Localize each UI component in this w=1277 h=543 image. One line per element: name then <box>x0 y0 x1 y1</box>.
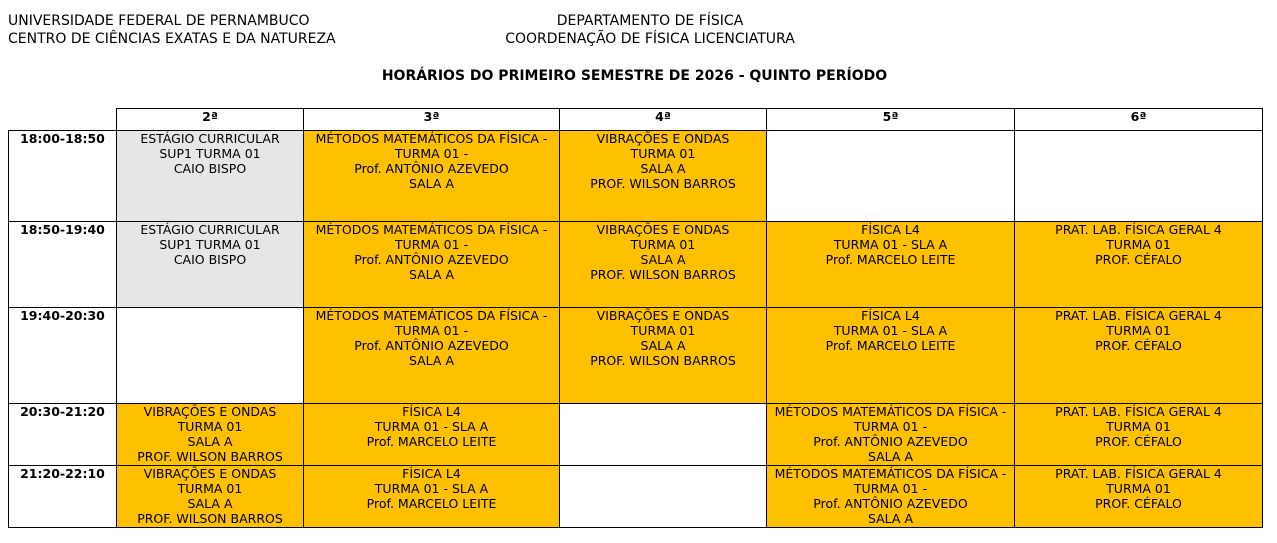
class-cell <box>1015 404 1263 466</box>
class-cell-line: SALA A <box>408 267 455 282</box>
class-cell <box>304 466 560 528</box>
class-cell-line: SUP1 TURMA 01 <box>159 146 261 161</box>
class-cell-line: TURMA 01 - SLA A <box>374 419 489 434</box>
class-cell-line: TURMA 01 - <box>394 323 469 338</box>
class-cell-line: Prof. MARCELO LEITE <box>825 338 956 353</box>
day-header: 6ª <box>1015 109 1263 131</box>
class-cell-line: TURMA 01 <box>1106 237 1171 252</box>
class-cell-line: VIBRAÇÕES E ONDAS <box>143 466 277 481</box>
class-cell <box>560 308 767 404</box>
day-header: 4ª <box>560 109 767 131</box>
class-cell-line: PROF. WILSON BARROS <box>590 353 736 368</box>
class-cell-line: TURMA 01 - <box>394 237 469 252</box>
class-cell-line: CAIO BISPO <box>173 252 247 267</box>
class-cell <box>117 404 304 466</box>
class-cell <box>1015 308 1263 404</box>
time-slot-label: 19:40-20:30 <box>9 308 117 404</box>
empty-cell <box>560 466 767 528</box>
class-cell-line: FÍSICA L4 <box>402 404 461 419</box>
class-cell-line: TURMA 01 - <box>853 419 928 434</box>
class-cell <box>767 466 1015 528</box>
class-cell-line: PROF. CÉFALO <box>1095 434 1182 449</box>
class-cell-line: PROF. WILSON BARROS <box>590 176 736 191</box>
class-cell-line: VIBRAÇÕES E ONDAS <box>143 404 277 419</box>
class-cell-line: TURMA 01 <box>630 146 696 161</box>
class-cell-line: Prof. MARCELO LEITE <box>825 252 956 267</box>
class-cell-line: FÍSICA L4 <box>861 222 920 237</box>
class-cell-line: TURMA 01 - SLA A <box>833 323 948 338</box>
class-cell <box>560 131 767 222</box>
class-cell-line: PRAT. LAB. FÍSICA GERAL 4 <box>1055 222 1222 237</box>
schedule-row <box>9 131 1263 222</box>
class-cell <box>1015 222 1263 308</box>
center-name: CENTRO DE CIÊNCIAS EXATAS E DA NATUREZA <box>8 31 336 47</box>
class-cell-line: SALA A <box>867 511 914 526</box>
class-cell-line: SALA A <box>187 496 233 511</box>
class-cell-line: Prof. ANTÔNIO AZEVEDO <box>354 338 509 353</box>
time-slot-label: 18:50-19:40 <box>9 222 117 308</box>
class-cell <box>767 404 1015 466</box>
empty-cell <box>767 131 1015 222</box>
class-cell-line: SALA A <box>187 434 233 449</box>
class-cell-line: SALA A <box>408 353 455 368</box>
class-cell-line: MÉTODOS MATEMÁTICOS DA FÍSICA - <box>315 308 548 323</box>
schedule-row <box>9 222 1263 308</box>
time-slot-label: 18:00-18:50 <box>9 131 117 222</box>
class-cell <box>304 308 560 404</box>
class-cell-line: TURMA 01 - <box>853 481 928 496</box>
day-header: 2ª <box>117 109 304 131</box>
class-cell-line: TURMA 01 <box>1106 419 1171 434</box>
class-cell-line: PROF. WILSON BARROS <box>590 267 736 282</box>
class-cell-line: Prof. MARCELO LEITE <box>366 496 497 511</box>
class-cell-line: MÉTODOS MATEMÁTICOS DA FÍSICA - <box>315 131 548 146</box>
coordination-name: COORDENAÇÃO DE FÍSICA LICENCIATURA <box>505 31 795 47</box>
day-header-row <box>9 109 1263 131</box>
empty-cell <box>117 308 304 404</box>
class-cell-line: PRAT. LAB. FÍSICA GERAL 4 <box>1055 404 1222 419</box>
class-cell <box>1015 466 1263 528</box>
class-cell-line: PROF. WILSON BARROS <box>137 449 283 464</box>
class-cell-line: VIBRAÇÕES E ONDAS <box>596 222 730 237</box>
day-header: 3ª <box>304 109 560 131</box>
class-cell-line: SALA A <box>867 449 914 464</box>
class-cell-line: MÉTODOS MATEMÁTICOS DA FÍSICA - <box>315 222 548 237</box>
class-cell-line: FÍSICA L4 <box>402 466 461 481</box>
class-cell <box>767 308 1015 404</box>
department-name: DEPARTAMENTO DE FÍSICA <box>556 13 744 29</box>
class-cell <box>304 404 560 466</box>
institution-header <box>8 12 336 48</box>
class-cell-line: MÉTODOS MATEMÁTICOS DA FÍSICA - <box>774 404 1007 419</box>
class-cell-line: MÉTODOS MATEMÁTICOS DA FÍSICA - <box>774 466 1007 481</box>
class-cell-line: TURMA 01 <box>177 481 243 496</box>
class-cell-line: TURMA 01 - SLA A <box>833 237 948 252</box>
class-cell-line: CAIO BISPO <box>173 161 247 176</box>
schedule-row <box>9 466 1263 528</box>
day-header: 5ª <box>767 109 1015 131</box>
class-cell-line: PROF. CÉFALO <box>1095 252 1182 267</box>
class-cell-line: SALA A <box>640 161 686 176</box>
class-cell-line: Prof. ANTÔNIO AZEVEDO <box>813 434 968 449</box>
class-cell-line: SALA A <box>640 338 686 353</box>
page-title: HORÁRIOS DO PRIMEIRO SEMESTRE DE 2026 - QUINTO PERÍODO <box>381 68 888 84</box>
class-cell-line: TURMA 01 <box>630 323 696 338</box>
university-name: UNIVERSIDADE FEDERAL DE PERNAMBUCO <box>8 13 310 29</box>
class-cell-line: VIBRAÇÕES E ONDAS <box>596 131 730 146</box>
class-cell-line: SUP1 TURMA 01 <box>159 237 261 252</box>
class-cell-line: SALA A <box>640 252 686 267</box>
class-cell-line: Prof. ANTÔNIO AZEVEDO <box>813 496 968 511</box>
empty-cell <box>560 404 767 466</box>
time-slot-label: 20:30-21:20 <box>9 404 117 466</box>
class-cell-line: TURMA 01 <box>1106 481 1171 496</box>
class-cell-line: TURMA 01 - <box>394 146 469 161</box>
class-cell <box>304 222 560 308</box>
class-cell-line: PROF. CÉFALO <box>1095 338 1182 353</box>
class-cell <box>767 222 1015 308</box>
class-cell-line: Prof. MARCELO LEITE <box>366 434 497 449</box>
class-cell-line: FÍSICA L4 <box>861 308 920 323</box>
class-cell-line: PROF. WILSON BARROS <box>137 511 283 526</box>
class-cell-line: Prof. ANTÔNIO AZEVEDO <box>354 252 509 267</box>
header-corner <box>9 109 117 131</box>
class-cell-line: Prof. ANTÔNIO AZEVEDO <box>354 161 509 176</box>
class-cell-line: SALA A <box>408 176 455 191</box>
class-cell <box>304 131 560 222</box>
class-cell-line: VIBRAÇÕES E ONDAS <box>596 308 730 323</box>
time-slot-label: 21:20-22:10 <box>9 466 117 528</box>
class-cell <box>560 222 767 308</box>
schedule-table <box>8 108 1263 528</box>
class-cell-line: TURMA 01 <box>630 237 696 252</box>
empty-cell <box>1015 131 1263 222</box>
class-cell-line: ESTÁGIO CURRICULAR <box>140 222 280 237</box>
class-cell-line: TURMA 01 <box>1106 323 1171 338</box>
class-cell-line: ESTÁGIO CURRICULAR <box>140 131 280 146</box>
class-cell-line: PROF. CÉFALO <box>1095 496 1182 511</box>
class-cell <box>117 131 304 222</box>
class-cell <box>117 222 304 308</box>
schedule-row <box>9 404 1263 466</box>
class-cell-line: TURMA 01 <box>177 419 243 434</box>
class-cell <box>117 466 304 528</box>
class-cell-line: PRAT. LAB. FÍSICA GERAL 4 <box>1055 308 1222 323</box>
class-cell-line: TURMA 01 - SLA A <box>374 481 489 496</box>
class-cell-line: PRAT. LAB. FÍSICA GERAL 4 <box>1055 466 1222 481</box>
department-header <box>440 12 860 48</box>
schedule-row <box>9 308 1263 404</box>
